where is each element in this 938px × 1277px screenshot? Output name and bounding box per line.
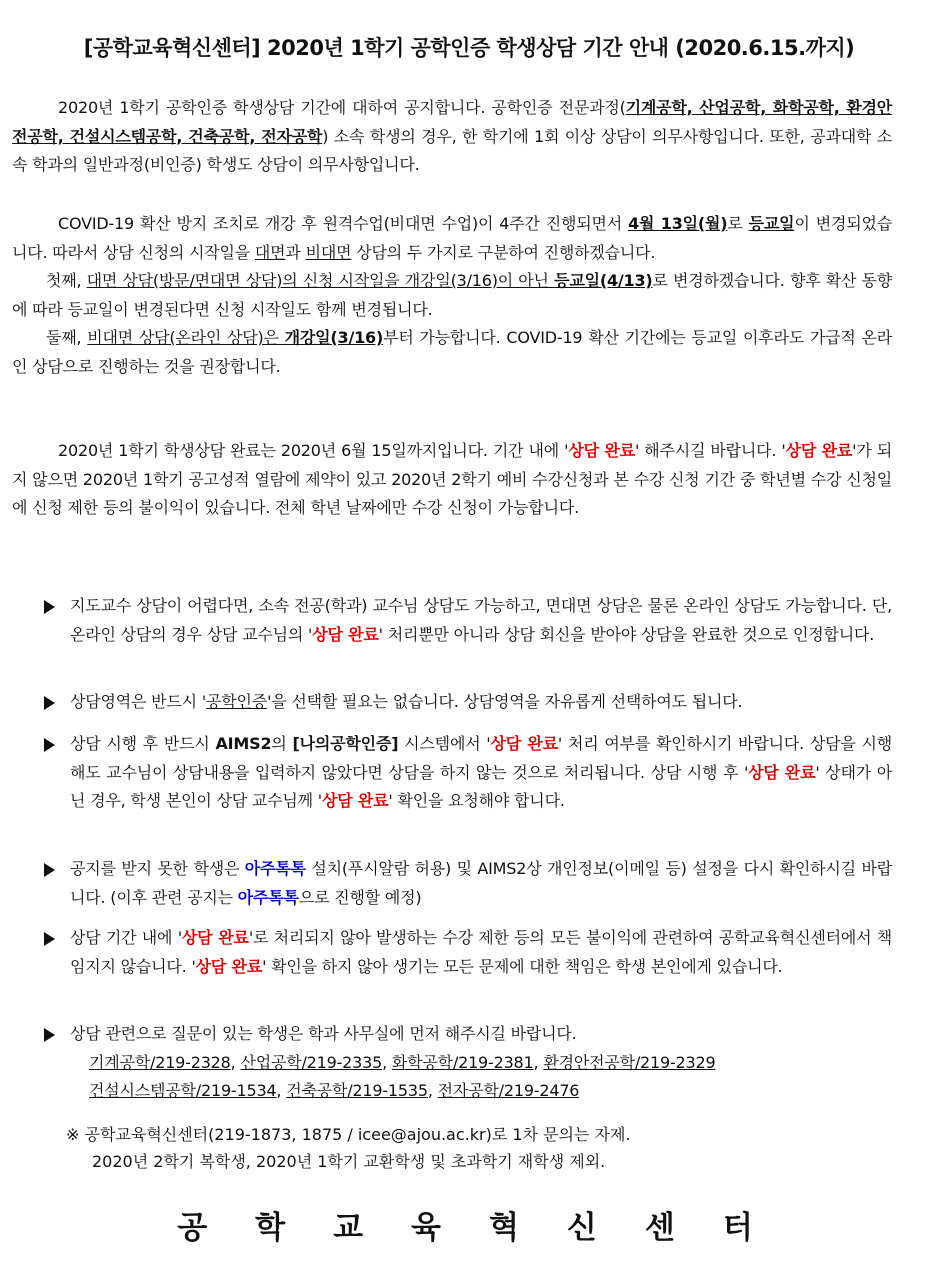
contact-architecture: 건축공학/219-1535	[286, 1081, 428, 1100]
department-contacts: 기계공학/219-2328, 산업공학/219-2335, 화학공학/219-2381, 환경안전공학/219-2329 건설시스템공학/219-1534, 건축공학/219-1535, 전자공학/219-2476	[89, 1052, 716, 1100]
triangle-bullet-icon	[44, 1028, 55, 1042]
bullet-item-responsibility: 상담 기간 내에 '상담 완료'로 처리되지 않아 발생하는 수강 제한 등의 모든 불이익에 관련하여 공학교육혁신센터에서 책임지지 않습니다. '상담 완료' 확인을 하지 않아 생기는 모든 문제에 대한 책임은 학생 본인에게 있습니다.	[44, 924, 892, 981]
school-date: 4월 13일(월)	[628, 214, 728, 233]
second-point: 둘째, 비대면 상담(온라인 상담)은 개강일(3/16)부터 가능합니다. COVID-19 확산 기간에는 등교일 이후라도 가급적 온라인 상담으로 진행하는 것을 권장합니다.	[12, 328, 892, 376]
contact-civil: 건설시스템공학/219-1534	[89, 1081, 277, 1100]
triangle-bullet-icon	[44, 932, 55, 946]
triangle-bullet-icon	[44, 696, 55, 710]
covid-paragraph: COVID-19 확산 방지 조치로 개강 후 원격수업(비대면 수업)이 4주간 진행되면서 4월 13일(월)로 등교일이 변경되었습니다. 따라서 상담 신청의 시작일을 대면과 비대면 상담의 두 가지로 구분하여 진행하겠습니다. 첫째, 대면 상담(방문/면대면 상담)의 신청 시작일을 개강일(3/16)이 아닌 등교일(4/13)로 변경하겠습니다. 향후 확산 동향에 따라 등교일이 변경된다면 신청 시작일도 함께 변경됩니다. 둘째, 비대면 상담(온라인 상담)은 개강일(3/16)부터 가능합니다. COVID-19 확산 기간에는 등교일 이후라도 가급적 온라인 상담으로 진행하는 것을 권장합니다.	[12, 210, 892, 381]
page-title: [공학교육혁신센터] 2020년 1학기 공학인증 학생상담 기간 안내 (2020.6.15.까지)	[83, 36, 855, 60]
bullet-item-aims2: 상담 시행 후 반드시 AIMS2의 [나의공학인증] 시스템에서 '상담 완료' 처리 여부를 확인하시기 바랍니다. 상담을 시행해도 교수님이 상담내용을 입력하지 않았다면 상담을 하지 않는 것으로 처리됩니다. 상담 시행 후 '상담 완료' 상태가 아닌 경우, 학생 본인이 상담 교수님께 '상담 완료' 확인을 요청해야 합니다.	[44, 730, 892, 816]
triangle-bullet-icon	[44, 863, 55, 877]
bullet-item-area: 상담영역은 반드시 '공학인증'을 선택할 필요는 없습니다. 상담영역을 자유롭게 선택하여도 됩니다.	[44, 688, 892, 717]
bullet-item-notice: 공지를 받지 못한 학생은 아주톡톡 설치(푸시알람 허용) 및 AIMS2상 개인정보(이메일 등) 설정을 다시 확인하시길 바랍니다. (이후 관련 공지는 아주톡톡으로 진행할 예정)	[44, 855, 892, 912]
intro-paragraph: 2020년 1학기 공학인증 학생상담 기간에 대하여 공지합니다. 공학인증 전문과정(기계공학, 산업공학, 화학공학, 환경안전공학, 건설시스템공학, 건축공학, 전자공학) 소속 학생의 경우, 한 학기에 1회 이상 상담이 의무사항입니다. 또한, 공과대학 소속 학과의 일반과정(비인증) 학생도 상담이 의무사항입니다.	[12, 98, 892, 174]
deadline-paragraph: 2020년 1학기 학생상담 완료는 2020년 6월 15일까지입니다. 기간 내에 '상담 완료' 해주시길 바랍니다. '상담 완료'가 되지 않으면 2020년 1학기 공고성적 열람에 제약이 있고 2020년 2학기 예비 수강신청과 본 수강 신청 기간 중 학년별 수강 신청일에 신청 제한 등의 불이익이 있습니다. 전체 학년 날짜에만 수강 신청이 가능합니다.	[12, 441, 892, 517]
contact-note: ※ 공학교육혁신센터(219-1873, 1875 / icee@ajou.ac.kr)로 1차 문의는 자제. 2020년 2학기 복학생, 2020년 1학기 교환학생 및 초과학기 재학생 제외.	[66, 1125, 631, 1171]
contact-mechanical: 기계공학/219-2328	[89, 1052, 231, 1072]
contact-industrial: 산업공학/219-2335	[240, 1052, 383, 1072]
bullet-item-advisor: 지도교수 상담이 어렵다면, 소속 전공(학과) 교수님 상담도 가능하고, 면대면 상담은 물론 온라인 상담도 가능합니다. 단, 온라인 상담의 경우 상담 교수님의 '상담 완료' 처리뿐만 아니라 상담 회신을 받아야 상담을 완료한 것으로 인정합니다.	[44, 592, 892, 649]
contact-chemical: 화학공학/219-2381	[391, 1052, 534, 1072]
first-point: 첫째, 대면 상담(방문/면대면 상담)의 신청 시작일을 개강일(3/16)이 아닌 등교일(4/13)로 변경하겠습니다. 향후 확산 동향에 따라 등교일이 변경된다면 신청 시작일도 함께 변경됩니다.	[12, 271, 892, 319]
majors-list: 기계공학, 산업공학, 화학공학, 환경안전공학, 건설시스템공학, 건축공학, 전자공학	[12, 98, 892, 146]
triangle-bullet-icon	[44, 738, 55, 752]
footer-organization: 공학교육혁신센터	[177, 1210, 801, 1246]
triangle-bullet-icon	[44, 600, 55, 614]
contact-electronics: 전자공학/219-2476	[437, 1081, 580, 1100]
contact-environmental: 환경안전공학/219-2329	[543, 1052, 716, 1072]
bullet-item-contacts: 상담 관련으로 질문이 있는 학생은 학과 사무실에 먼저 해주시길 바랍니다. 기계공학/219-2328, 산업공학/219-2335, 화학공학/219-2381, 환경안전공학/219-2329 건설시스템공학/219-1534, 건축공학/219-1535, 전자공학/219-2476	[44, 1020, 892, 1106]
